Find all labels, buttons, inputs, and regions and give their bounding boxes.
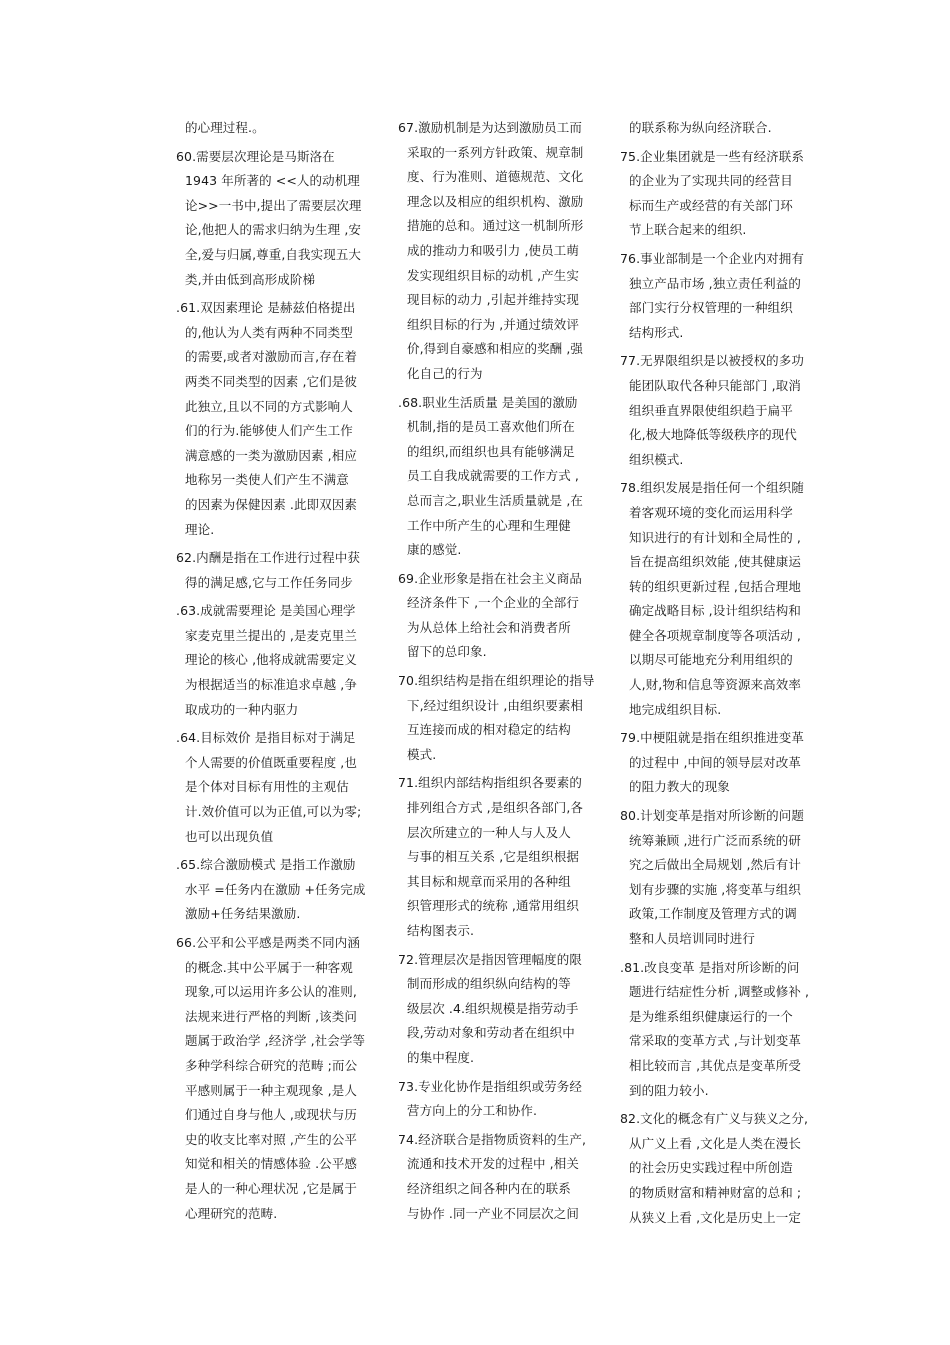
text-line: 健全各项规章制度等各项活动 , <box>629 627 801 643</box>
text-line: 组织模式. <box>629 451 684 467</box>
text-line: 下,经过组织设计 ,由组织要素相 <box>407 697 584 713</box>
text-line: 71.组织内部结构指组织各要素的 <box>398 775 582 791</box>
text-line: 两类不同类型的因素 ,它们是彼 <box>185 373 357 389</box>
definition-entry <box>620 476 832 722</box>
text-line: 66.公平和公平感是两类不同内涵 <box>176 935 360 950</box>
text-line: 82.文化的概念有广义与狭义之分, <box>620 1111 809 1127</box>
text-line: 74.经济联合是指物质资料的生产, <box>398 1131 587 1147</box>
definition-entry <box>176 853 388 927</box>
text-line: 77.无界限组织是以被授权的多功 <box>620 353 804 369</box>
definition-entry <box>398 948 610 1071</box>
definition-entry <box>620 116 832 141</box>
text-line: 级层次 .4.组织规模是指劳动手 <box>407 1000 579 1016</box>
text-line: 机制,指的是员工喜欢他们所在 <box>407 419 575 435</box>
text-line: 着客观环境的变化而运用科学 <box>629 504 793 520</box>
text-line: 结构形式. <box>629 324 684 340</box>
text-line: 度、行为准则、道德规范、文化 <box>407 169 584 185</box>
text-line: 题属于政治学 ,经济学 ,社会学等 <box>185 1033 366 1049</box>
text-line: 此独立,且以不同的方式影响人 <box>185 398 353 414</box>
text-line: 旨在提高组织效能 ,使其健康运 <box>629 554 801 570</box>
definition-entry <box>620 145 832 243</box>
text-line: 成的推动力和吸引力 ,使员工萌 <box>407 242 579 258</box>
text-line: 是为维系组织健康运行的一个 <box>629 1008 793 1024</box>
definition-entry <box>176 116 388 141</box>
text-line: 的社会历史实践过程中所创造 <box>629 1160 793 1176</box>
text-line: 水平 =任务内在激励 +任务完成 <box>185 881 366 897</box>
text-line: 史的收支比率对照 ,产生的公平 <box>185 1131 357 1147</box>
text-line: 理念以及相应的组织机构、激励 <box>407 193 584 209</box>
text-line: 个人需要的价值既重要程度 ,也 <box>185 754 357 770</box>
text-line: 化,极大地降低等级秩序的现代 <box>629 427 797 443</box>
text-line: 独立产品市场 ,独立责任利益的 <box>629 275 801 291</box>
text-line: 措施的总和。通过这一机制所形 <box>407 218 584 234</box>
definition-entry <box>620 804 832 952</box>
definition-entry <box>176 145 388 293</box>
text-line: 织管理形式的统称 ,通常用组织 <box>407 898 579 914</box>
text-line: 70.组织结构是指在组织理论的指导 <box>398 673 595 689</box>
text-line: 的,他认为人类有两种不同类型 <box>185 324 353 340</box>
text-line: .64.目标效价 是指目标对于满足 <box>176 730 356 746</box>
text-line: 整和人员培训同时进行 <box>629 931 756 946</box>
text-line: 取成功的一种内驱力 <box>185 701 299 717</box>
text-line: 总而言之,职业生活质量就是 ,在 <box>407 492 584 508</box>
definition-entry <box>620 1107 832 1230</box>
text-line: 以期尽可能地充分利用组织的 <box>629 652 793 668</box>
text-line: 的集中程度. <box>407 1049 475 1065</box>
definition-entry <box>398 391 610 563</box>
definition-entry <box>176 726 388 849</box>
text-line: 的阻力教大的现象 <box>629 779 730 795</box>
definition-entry <box>398 116 610 387</box>
text-line: 的企业为了实现共同的经营目 <box>629 173 793 189</box>
text-line: .68.职业生活质量 是美国的激励 <box>398 394 578 410</box>
text-line: 是人的一种心理状况 ,它是属于 <box>185 1180 357 1196</box>
text-line: 政策,工作制度及管理方式的调 <box>629 906 797 922</box>
definition-entry <box>176 546 388 595</box>
text-line: 72.管理层次是指因管理幅度的限 <box>398 951 582 967</box>
text-line: 从狭义上看 ,文化是历史上一定 <box>629 1209 801 1225</box>
text-line: 的概念.其中公平属于一种客观 <box>185 959 353 975</box>
text-line: 满意感的一类为激励因素 ,相应 <box>185 447 357 463</box>
text-line: 现象,可以运用许多公认的准则, <box>185 984 357 1000</box>
text-line: 究之后做出全局规划 ,然后有计 <box>629 857 801 873</box>
text-line: 法规来进行严格的判断 ,该类问 <box>185 1008 357 1024</box>
text-line: 心理研究的范畴. <box>185 1205 278 1221</box>
text-line: 73.专业化协作是指组织或劳务经 <box>398 1078 582 1094</box>
text-line: 模式. <box>407 746 437 762</box>
text-line: 得的满足感,它与工作任务同步 <box>185 574 353 590</box>
text-line: 工作中所产生的心理和生理健 <box>407 517 571 533</box>
definition-entry <box>620 247 832 345</box>
text-line: 的心理过程.。 <box>185 120 265 135</box>
text-line: 常采取的变革方式 ,与计划变革 <box>629 1033 801 1049</box>
text-line: 划有步骤的实施 ,将变革与组织 <box>629 881 801 897</box>
text-line: .81.改良变革 是指对所诊断的问 <box>620 959 800 975</box>
text-line: 的联系称为纵向经济联合. <box>629 120 772 135</box>
text-line: 排列组合方式 ,是组织各部门,各 <box>407 800 584 816</box>
definition-entry <box>398 1075 610 1124</box>
text-line: 转的组织更新过程 ,包括合理地 <box>629 578 801 594</box>
text-line: 类,并由低到高形成阶梯 <box>185 271 316 287</box>
text-line: 80.计划变革是指对所诊断的问题 <box>620 808 804 824</box>
text-line: 互连接而成的相对稳定的结构 <box>407 722 571 738</box>
text-line: 康的感觉. <box>407 542 462 558</box>
definition-entry <box>620 956 832 1104</box>
text-line: 员工自我成就需要的工作方式 , <box>407 468 579 484</box>
text-line: 79.中梗阻就是指在组织推进变革 <box>620 730 804 746</box>
text-line: 也可以出现负值 <box>185 828 274 844</box>
text-line: 理论的核心 ,他将成就需要定义 <box>185 652 357 668</box>
text-line: 的需要,或者对激励而言,存在着 <box>185 349 357 365</box>
text-line: 们通过自身与他人 ,或现状与历 <box>185 1107 357 1123</box>
text-line: 论>>一书中,提出了需要层次理 <box>185 197 362 213</box>
text-line: 制而形成的组织纵向结构的等 <box>407 976 571 992</box>
text-line: .63.成就需要理论 是美国心理学 <box>176 603 356 619</box>
text-line: 人,财,物和信息等资源来高效率 <box>629 677 801 693</box>
text-line: 营方向上的分工和协作. <box>407 1103 538 1119</box>
text-line: 多种学科综合研究的范畴 ;而公 <box>185 1057 358 1073</box>
text-line: 为从总体上给社会和消费者所 <box>407 619 571 635</box>
text-line: 与事的相互关系 ,它是组织根据 <box>407 849 579 865</box>
definition-entry <box>398 669 610 767</box>
text-line: 理论. <box>185 521 215 537</box>
definition-entry <box>176 931 388 1226</box>
text-line: 78.组织发展是指任何一个组织随 <box>620 480 804 496</box>
text-line: 1943 年所著的 <<人的动机理 <box>185 173 360 189</box>
text-line: 的组织,而组织也具有能够满足 <box>407 443 575 459</box>
text-line: 67.激励机制是为达到激励员工而 <box>398 120 582 135</box>
text-line: 平感则属于一种主观现象 ,是人 <box>185 1082 357 1098</box>
text-line: 们的行为.能够使人们产生工作 <box>185 423 353 439</box>
text-line: 能团队取代各种只能部门 ,取消 <box>629 377 801 393</box>
text-line: 采取的一系列方针政策、规章制 <box>407 144 584 160</box>
text-line: 确定战略目标 ,设计组织结构和 <box>629 603 801 619</box>
text-line: 激励+任务结果激励. <box>185 906 301 922</box>
text-line: 发实现组织目标的动机 ,产生实 <box>407 267 579 283</box>
text-line: 是个体对目标有用性的主观估 <box>185 779 349 795</box>
text-line: 统筹兼顾 ,进行广泛而系统的研 <box>629 832 801 848</box>
text-line: 的物质财富和精神财富的总和 ; <box>629 1184 802 1200</box>
text-line: 部门实行分权管理的一种组织 <box>629 300 793 316</box>
text-line: 地完成组织目标. <box>629 701 722 717</box>
text-line: 与协作 .同一产业不同层次之间 <box>407 1205 579 1221</box>
text-line: 的过程中 ,中间的领导层对改革 <box>629 754 801 770</box>
definition-entry <box>176 296 388 542</box>
text-line: 的因素为保健因素 .此即双因素 <box>185 496 357 512</box>
text-line: 全,爱与归属,尊重,自我实现五大 <box>185 246 362 262</box>
text-line: 现目标的动力 ,引起并维持实现 <box>407 292 579 308</box>
text-line: 76.事业部制是一个企业内对拥有 <box>620 250 804 266</box>
text-line: 题进行结症性分析 ,调整或修补 , <box>629 984 810 1000</box>
text-column-3 <box>620 116 832 1234</box>
text-line: 计.效价值可以为正值,可以为零; <box>185 804 362 820</box>
text-line: 地称另一类使人们产生不满意 <box>185 472 349 488</box>
text-line: 75.企业集团就是一些有经济联系 <box>620 148 804 164</box>
text-line: 到的阻力较小. <box>629 1082 709 1098</box>
text-line: 经济条件下 ,一个企业的全部行 <box>407 595 579 611</box>
text-line: 价,得到自豪感和相应的奖酬 ,强 <box>407 341 584 357</box>
text-line: 结构图表示. <box>407 923 475 938</box>
text-line: 流通和技术开发的过程中 ,相关 <box>407 1156 579 1172</box>
text-line: 化自己的行为 <box>407 365 483 381</box>
text-line: 段,劳动对象和劳动者在组织中 <box>407 1025 575 1041</box>
text-line: 62.内酬是指在工作进行过程中获 <box>176 550 360 566</box>
text-line: 组织目标的行为 ,并通过绩效评 <box>407 316 579 332</box>
text-column-1 <box>176 116 388 1230</box>
text-line: 相比较而言 ,其优点是变革所受 <box>629 1057 801 1073</box>
definition-entry <box>620 349 832 472</box>
definition-entry <box>176 599 388 722</box>
text-line: .61.双因素理论 是赫兹伯格提出 <box>176 300 356 316</box>
definition-entry <box>620 726 832 800</box>
text-line: 为根据适当的标准追求卓越 ,争 <box>185 677 357 693</box>
definition-entry <box>398 771 610 943</box>
text-line: 69.企业形象是指在社会主义商品 <box>398 570 582 586</box>
text-line: .65.综合激励模式 是指工作激励 <box>176 857 356 873</box>
text-line: 留下的总印象. <box>407 644 487 660</box>
text-line: 知觉和相关的情感体验 .公平感 <box>185 1156 357 1172</box>
text-line: 60.需要层次理论是马斯洛在 <box>176 148 335 164</box>
text-line: 从广义上看 ,文化是人类在漫长 <box>629 1135 801 1151</box>
text-column-2 <box>398 116 610 1230</box>
text-line: 知识进行的有计划和全局性的 , <box>629 529 801 545</box>
definition-entry <box>398 567 610 665</box>
text-line: 标而生产或经营的有关部门环 <box>629 197 793 213</box>
definition-entry <box>398 1128 610 1226</box>
text-line: 经济组织之间各种内在的联系 <box>407 1180 571 1196</box>
text-line: 节上联合起来的组织. <box>629 222 747 238</box>
text-line: 家麦克里兰提出的 ,是麦克里兰 <box>185 627 357 643</box>
text-line: 其目标和规章而采用的各种组 <box>407 873 571 889</box>
text-line: 论,他把人的需求归纳为生理 ,安 <box>185 222 362 238</box>
text-line: 层次所建立的一种人与人及人 <box>407 824 571 840</box>
text-line: 组织垂直界限使组织趋于扁平 <box>629 402 793 418</box>
